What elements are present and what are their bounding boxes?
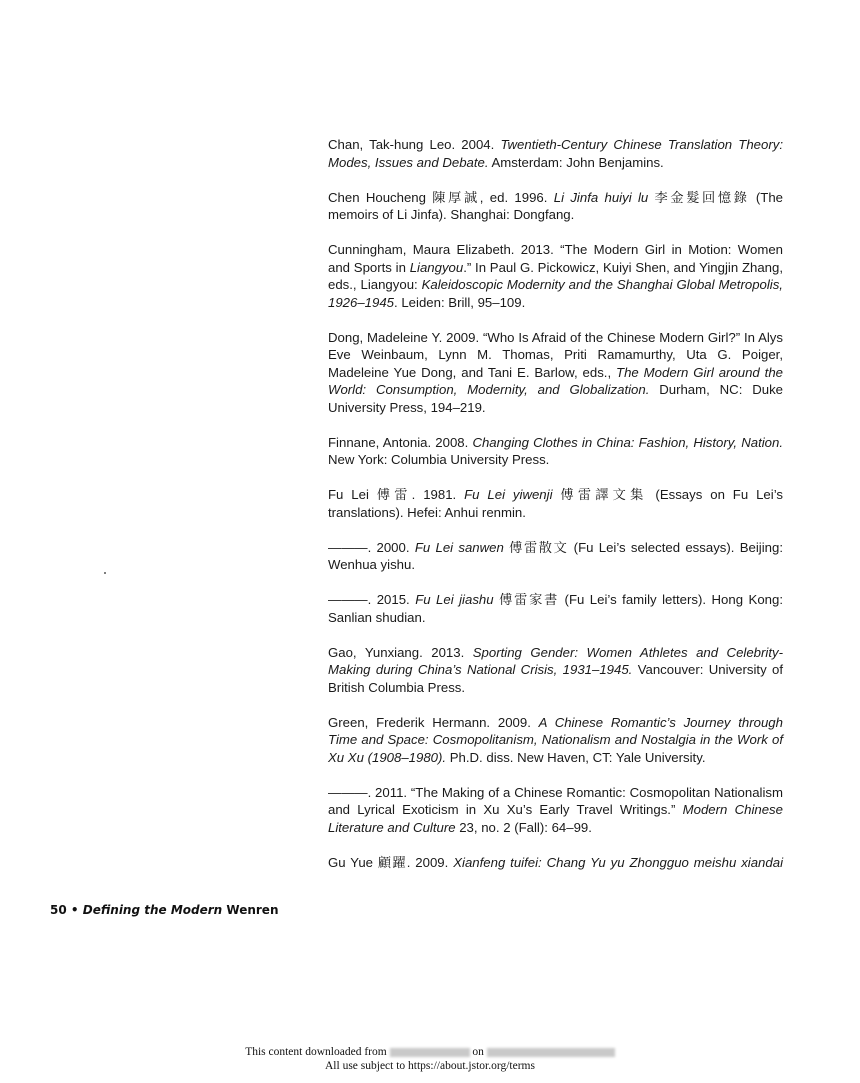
entry-text: Gao, Yunxiang. 2013. [328, 644, 473, 660]
bibliography-entry [328, 854, 783, 872]
terms-line[interactable]: All use subject to https://about.jstor.org/terms [325, 1059, 535, 1072]
entry-text: Ph.D. diss. New Haven, CT: Yale University. [446, 749, 706, 765]
entry-title-italic: Xianfeng tuifei: Chang Yu yu Zhongguo meishu xiandai [453, 854, 783, 870]
bibliography-entry [328, 434, 783, 469]
entry-text: Finnane, Antonia. 2008. [328, 434, 473, 450]
entry-title-italic: Sporting Gender: Women Athletes and Celebrity-Making during China’s National Crisis, 1931–1945. [328, 644, 783, 677]
bibliography-entry [328, 189, 783, 224]
entry-title-italic: Changing Clothes in China: Fashion, History, Nation. [472, 434, 783, 450]
bibliography-entry [328, 241, 783, 311]
entry-text: Green, Frederik Hermann. 2009. [328, 714, 539, 730]
bibliography-column [328, 136, 783, 889]
redacted-ip [390, 1048, 470, 1057]
entry-text: ———. 2000. [328, 539, 415, 555]
entry-title-italic: Fu Lei yiwenji [464, 487, 553, 502]
entry-text: Cunningham, Maura Elizabeth. 2013. “The Modern Girl in Motion: Women and Sports in [328, 242, 783, 275]
entry-text: . Leiden: Brill, 95–109. [394, 294, 526, 310]
entry-text: Gu Yue 顧躍. 2009. [328, 854, 454, 870]
entry-title-italic: Kaleidoscopic Modernity and the Shanghai Global Metropolis, 1926–1945 [328, 277, 783, 310]
speck-mark [104, 572, 106, 574]
entry-text: 傅雷散文 (Fu Lei’s selected essays). Beijing: Wenhua yishu. [328, 539, 783, 572]
entry-title-italic: Fu Lei sanwen [414, 539, 504, 555]
entry-text: 23, no. 2 (Fall): 64–99. [455, 819, 592, 835]
entry-title-italic: A Chinese Romantic’s Journey through Time and Space: Cosmopolitanism, Nationalism and Nostalgia in the Work of Xu Xu (1908–1980). [328, 714, 783, 765]
entry-title-italic: The Modern Girl around the World: Consumption, Modernity, and Globalization. [328, 364, 783, 397]
entry-text: Fu Lei 傅雷. 1981. [328, 487, 465, 502]
entry-text: Vancouver: University of British Columbia Press. [328, 662, 784, 695]
page-number: 50 [50, 903, 67, 917]
entry-text: ———. 2015. [328, 592, 416, 607]
bibliography-entry [328, 486, 783, 521]
footer-separator: • [66, 903, 83, 917]
entry-title-italic: Liangyou [409, 259, 464, 275]
entry-title-italic: Fu Lei jiashu [415, 592, 494, 607]
download-notice [0, 1046, 860, 1073]
entry-text: Dong, Madeleine Y. 2009. “Who Is Afraid of the Chinese Modern Girl?” In Alys Eve Weinbaum, Lynn M. Thomas, Priti Ramamurthy, Uta G. Poiger, Madeleine Yue Dong, and Tani E. Barlow, eds., [328, 329, 783, 380]
bibliography-entry [328, 136, 783, 171]
entry-text: Chan, Tak-hung Leo. 2004. [328, 137, 501, 152]
bibliography-entry [328, 539, 783, 574]
entry-title-italic: Modern Chinese Literature and Culture [328, 802, 783, 835]
bibliography-entry [328, 591, 783, 626]
entry-text: Chen Houcheng 陳厚誠, ed. 1996. [328, 189, 554, 205]
bibliography-entry [328, 714, 783, 767]
entry-text: 傅雷譯文集 (Essays on Fu Lei’s translations). Hefei: Anhui renmin. [328, 487, 783, 520]
bibliography-entry [328, 784, 783, 837]
bibliography-entry [328, 644, 783, 697]
entry-text: Amsterdam: John Benjamins. [488, 154, 664, 170]
redacted-timestamp [487, 1048, 615, 1057]
download-prefix: This content downloaded from [245, 1046, 390, 1058]
download-line-1 [0, 1046, 860, 1060]
entry-title-italic: Twentieth-Century Chinese Translation Theory: Modes, Issues and Debate. [328, 137, 783, 170]
entry-text: New York: Columbia University Press. [328, 452, 550, 467]
entry-text: .” In Paul G. Pickowicz, Kuiyi Shen, and Yingjin Zhang, eds., Liangyou: [328, 259, 783, 292]
book-title-rest: Wenren [222, 903, 279, 917]
book-title-italic: Defining the Modern [82, 903, 223, 917]
entry-text: Durham, NC: Duke University Press, 194–219. [328, 382, 783, 415]
entry-text: ———. 2011. “The Making of a Chinese Romantic: Cosmopolitan Nationalism and Lyrical Exoticism in Xu Xu’s Early Travel Writings.” [328, 784, 783, 817]
entry-text: 傅雷家書 (Fu Lei’s family letters). Hong Kong: Sanlian shudian. [328, 592, 783, 625]
entry-title-italic: Li Jinfa huiyi lu [553, 189, 649, 205]
download-on: on [469, 1046, 487, 1058]
running-footer [50, 903, 279, 917]
entry-text: 李金髮回憶錄 (The memoirs of Li Jinfa). Shanghai: Dongfang. [328, 189, 784, 222]
bibliography-entry [328, 329, 783, 417]
